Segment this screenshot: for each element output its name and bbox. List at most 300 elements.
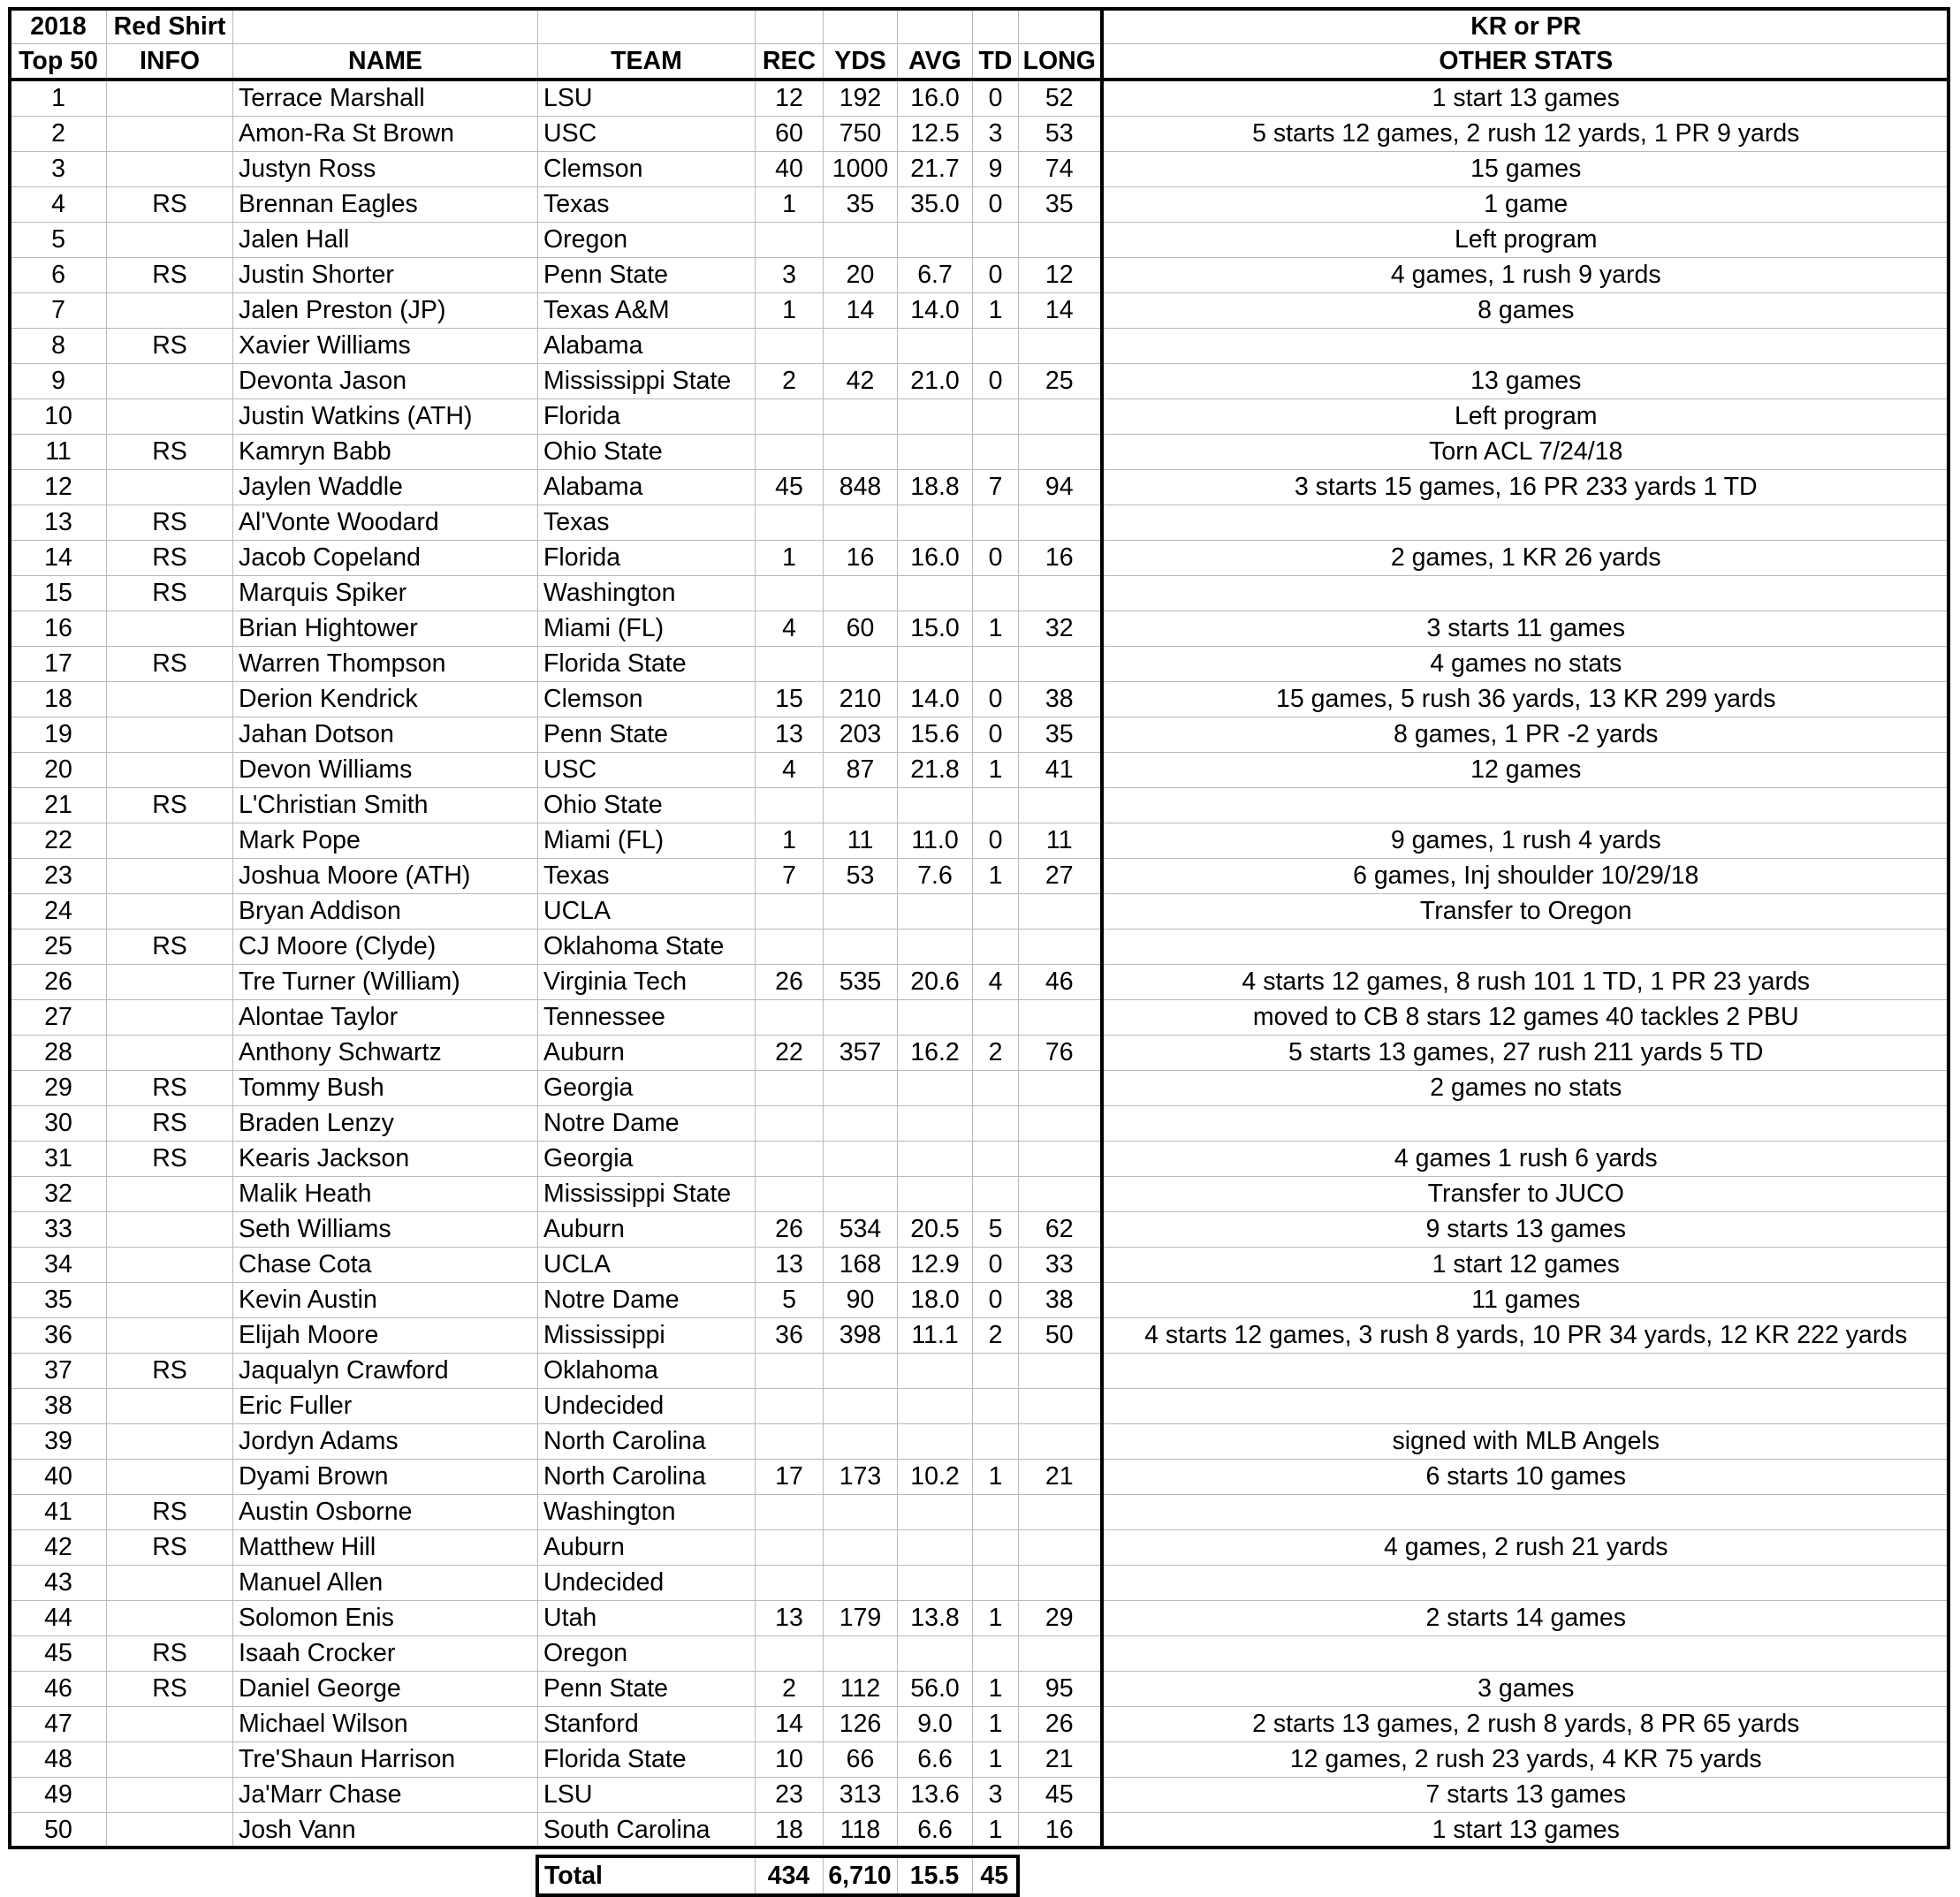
cell-rank: 32 bbox=[11, 1177, 107, 1212]
cell-info bbox=[107, 717, 233, 753]
cell-team: Penn State bbox=[538, 258, 756, 293]
table-row bbox=[11, 1495, 1949, 1530]
cell-long bbox=[1019, 576, 1102, 611]
cell-other-stats: 5 starts 13 games, 27 rush 211 yards 5 TD bbox=[1102, 1036, 1949, 1071]
cell-name: Jacob Copeland bbox=[233, 541, 538, 576]
cell-long: 45 bbox=[1019, 1778, 1102, 1813]
cell-yds: 313 bbox=[824, 1778, 898, 1813]
cell-name: Jalen Hall bbox=[233, 223, 538, 258]
cell-team: LSU bbox=[538, 80, 756, 117]
cell-rec bbox=[756, 930, 824, 965]
cell-long: 53 bbox=[1019, 117, 1102, 152]
cell-rank: 44 bbox=[11, 1601, 107, 1636]
cell-rank: 9 bbox=[11, 364, 107, 399]
cell-rec: 1 bbox=[756, 823, 824, 859]
cell-other-stats: 3 games bbox=[1102, 1672, 1949, 1707]
cell-info: RS bbox=[107, 187, 233, 223]
header-blank bbox=[898, 10, 973, 44]
header-redshirt: Red Shirt bbox=[107, 10, 233, 44]
cell-name: Solomon Enis bbox=[233, 1601, 538, 1636]
cell-yds bbox=[824, 576, 898, 611]
table-row bbox=[11, 682, 1949, 717]
cell-td: 0 bbox=[973, 364, 1019, 399]
total-yds: 6,710 bbox=[823, 1856, 897, 1895]
header-info: INFO bbox=[107, 44, 233, 80]
cell-rec: 13 bbox=[756, 717, 824, 753]
cell-other-stats: 12 games bbox=[1102, 753, 1949, 788]
cell-info bbox=[107, 894, 233, 930]
cell-info bbox=[107, 1212, 233, 1248]
cell-team: Ohio State bbox=[538, 435, 756, 470]
cell-td: 0 bbox=[973, 682, 1019, 717]
cell-avg: 21.8 bbox=[898, 753, 973, 788]
cell-rank: 48 bbox=[11, 1742, 107, 1778]
cell-other-stats: Torn ACL 7/24/18 bbox=[1102, 435, 1949, 470]
cell-name: Xavier Williams bbox=[233, 329, 538, 364]
cell-rec bbox=[756, 1424, 824, 1460]
table-row bbox=[11, 1636, 1949, 1672]
cell-rec bbox=[756, 576, 824, 611]
cell-avg: 6.6 bbox=[898, 1742, 973, 1778]
cell-long bbox=[1019, 1495, 1102, 1530]
cell-yds: 126 bbox=[824, 1707, 898, 1742]
cell-yds bbox=[824, 894, 898, 930]
cell-name: Dyami Brown bbox=[233, 1460, 538, 1495]
cell-info: RS bbox=[107, 1495, 233, 1530]
cell-rec: 14 bbox=[756, 1707, 824, 1742]
cell-long: 38 bbox=[1019, 1283, 1102, 1318]
cell-td: 9 bbox=[973, 152, 1019, 187]
cell-td: 0 bbox=[973, 80, 1019, 117]
cell-rank: 29 bbox=[11, 1071, 107, 1106]
cell-avg bbox=[898, 1142, 973, 1177]
cell-name: Mark Pope bbox=[233, 823, 538, 859]
cell-rec bbox=[756, 399, 824, 435]
cell-rec: 7 bbox=[756, 859, 824, 894]
table-row bbox=[11, 364, 1949, 399]
table-row bbox=[11, 1212, 1949, 1248]
cell-team: Texas bbox=[538, 505, 756, 541]
cell-info bbox=[107, 1036, 233, 1071]
cell-yds: 14 bbox=[824, 293, 898, 329]
cell-rec bbox=[756, 1354, 824, 1389]
cell-other-stats bbox=[1102, 1636, 1949, 1672]
cell-info bbox=[107, 1248, 233, 1283]
cell-long: 35 bbox=[1019, 187, 1102, 223]
cell-avg bbox=[898, 399, 973, 435]
cell-td: 3 bbox=[973, 1778, 1019, 1813]
table-row bbox=[11, 1071, 1949, 1106]
cell-info bbox=[107, 823, 233, 859]
table-row bbox=[11, 753, 1949, 788]
cell-td bbox=[973, 647, 1019, 682]
cell-td: 0 bbox=[973, 717, 1019, 753]
cell-rank: 45 bbox=[11, 1636, 107, 1672]
cell-yds: 90 bbox=[824, 1283, 898, 1318]
cell-long bbox=[1019, 1142, 1102, 1177]
cell-yds bbox=[824, 1106, 898, 1142]
cell-team: Alabama bbox=[538, 329, 756, 364]
cell-td: 1 bbox=[973, 293, 1019, 329]
cell-info bbox=[107, 682, 233, 717]
cell-long: 62 bbox=[1019, 1212, 1102, 1248]
cell-name: Anthony Schwartz bbox=[233, 1036, 538, 1071]
cell-team: Oklahoma State bbox=[538, 930, 756, 965]
table-row bbox=[11, 1530, 1949, 1566]
cell-other-stats: 4 games, 1 rush 9 yards bbox=[1102, 258, 1949, 293]
cell-other-stats bbox=[1102, 930, 1949, 965]
cell-name: L'Christian Smith bbox=[233, 788, 538, 823]
cell-td: 1 bbox=[973, 1813, 1019, 1848]
cell-rank: 26 bbox=[11, 965, 107, 1000]
cell-long: 27 bbox=[1019, 859, 1102, 894]
cell-long: 14 bbox=[1019, 293, 1102, 329]
cell-td: 0 bbox=[973, 1248, 1019, 1283]
cell-info bbox=[107, 1460, 233, 1495]
cell-rank: 39 bbox=[11, 1424, 107, 1460]
cell-rec: 4 bbox=[756, 611, 824, 647]
table-row bbox=[11, 1354, 1949, 1389]
cell-name: Justin Watkins (ATH) bbox=[233, 399, 538, 435]
cell-td: 0 bbox=[973, 1283, 1019, 1318]
cell-rank: 6 bbox=[11, 258, 107, 293]
cell-yds bbox=[824, 1354, 898, 1389]
cell-team: Mississippi State bbox=[538, 364, 756, 399]
cell-avg bbox=[898, 1071, 973, 1106]
cell-team: LSU bbox=[538, 1778, 756, 1813]
cell-avg bbox=[898, 1530, 973, 1566]
cell-long bbox=[1019, 930, 1102, 965]
cell-name: Marquis Spiker bbox=[233, 576, 538, 611]
cell-long: 16 bbox=[1019, 1813, 1102, 1848]
cell-avg bbox=[898, 505, 973, 541]
cell-yds bbox=[824, 788, 898, 823]
cell-team: Florida bbox=[538, 399, 756, 435]
cell-yds: 1000 bbox=[824, 152, 898, 187]
cell-rank: 20 bbox=[11, 753, 107, 788]
table-row bbox=[11, 1177, 1949, 1212]
cell-rec: 5 bbox=[756, 1283, 824, 1318]
cell-other-stats bbox=[1102, 1566, 1949, 1601]
cell-yds: 11 bbox=[824, 823, 898, 859]
total-row bbox=[536, 1855, 1020, 1897]
cell-team: Auburn bbox=[538, 1530, 756, 1566]
cell-avg: 15.6 bbox=[898, 717, 973, 753]
cell-rec: 60 bbox=[756, 117, 824, 152]
cell-name: Kamryn Babb bbox=[233, 435, 538, 470]
cell-rank: 4 bbox=[11, 187, 107, 223]
cell-td: 1 bbox=[973, 611, 1019, 647]
cell-long: 74 bbox=[1019, 152, 1102, 187]
cell-name: Seth Williams bbox=[233, 1212, 538, 1248]
total-avg: 15.5 bbox=[897, 1856, 972, 1895]
cell-rank: 16 bbox=[11, 611, 107, 647]
cell-avg bbox=[898, 329, 973, 364]
cell-rank: 15 bbox=[11, 576, 107, 611]
cell-yds: 398 bbox=[824, 1318, 898, 1354]
cell-info: RS bbox=[107, 541, 233, 576]
cell-other-stats: 7 starts 13 games bbox=[1102, 1778, 1949, 1813]
cell-name: Kevin Austin bbox=[233, 1283, 538, 1318]
cell-yds bbox=[824, 930, 898, 965]
cell-td: 3 bbox=[973, 117, 1019, 152]
cell-info bbox=[107, 1813, 233, 1848]
cell-rank: 5 bbox=[11, 223, 107, 258]
cell-td: 1 bbox=[973, 1707, 1019, 1742]
cell-team: North Carolina bbox=[538, 1424, 756, 1460]
cell-avg bbox=[898, 435, 973, 470]
cell-td: 4 bbox=[973, 965, 1019, 1000]
cell-name: Jaqualyn Crawford bbox=[233, 1354, 538, 1389]
cell-yds: 35 bbox=[824, 187, 898, 223]
cell-other-stats: 4 starts 12 games, 3 rush 8 yards, 10 PR 34 yards, 12 KR 222 yards bbox=[1102, 1318, 1949, 1354]
cell-avg: 14.0 bbox=[898, 682, 973, 717]
cell-long: 21 bbox=[1019, 1742, 1102, 1778]
cell-name: Devonta Jason bbox=[233, 364, 538, 399]
cell-avg bbox=[898, 1424, 973, 1460]
cell-other-stats: 1 game bbox=[1102, 187, 1949, 223]
stats-sheet bbox=[10, 9, 1949, 1848]
cell-td bbox=[973, 223, 1019, 258]
cell-other-stats: 13 games bbox=[1102, 364, 1949, 399]
cell-rank: 37 bbox=[11, 1354, 107, 1389]
table-row bbox=[11, 1601, 1949, 1636]
cell-rank: 10 bbox=[11, 399, 107, 435]
cell-td bbox=[973, 435, 1019, 470]
cell-rank: 23 bbox=[11, 859, 107, 894]
cell-name: Elijah Moore bbox=[233, 1318, 538, 1354]
cell-info bbox=[107, 1283, 233, 1318]
table-row bbox=[11, 399, 1949, 435]
cell-long bbox=[1019, 647, 1102, 682]
cell-rec: 13 bbox=[756, 1601, 824, 1636]
cell-avg: 16.2 bbox=[898, 1036, 973, 1071]
cell-info bbox=[107, 1318, 233, 1354]
cell-avg bbox=[898, 1636, 973, 1672]
cell-info: RS bbox=[107, 1071, 233, 1106]
header-yds: YDS bbox=[824, 44, 898, 80]
cell-avg: 12.5 bbox=[898, 117, 973, 152]
cell-rec: 22 bbox=[756, 1036, 824, 1071]
cell-td bbox=[973, 1071, 1019, 1106]
cell-avg bbox=[898, 1177, 973, 1212]
cell-name: Justin Shorter bbox=[233, 258, 538, 293]
cell-yds bbox=[824, 223, 898, 258]
cell-long: 41 bbox=[1019, 753, 1102, 788]
cell-rec bbox=[756, 435, 824, 470]
cell-td bbox=[973, 399, 1019, 435]
cell-other-stats bbox=[1102, 1354, 1949, 1389]
cell-name: Jordyn Adams bbox=[233, 1424, 538, 1460]
total-td: 45 bbox=[972, 1856, 1018, 1895]
cell-long: 52 bbox=[1019, 80, 1102, 117]
cell-rec bbox=[756, 223, 824, 258]
cell-other-stats: 15 games, 5 rush 36 yards, 13 KR 299 yards bbox=[1102, 682, 1949, 717]
cell-long: 95 bbox=[1019, 1672, 1102, 1707]
cell-td bbox=[973, 930, 1019, 965]
cell-name: Kearis Jackson bbox=[233, 1142, 538, 1177]
cell-long: 76 bbox=[1019, 1036, 1102, 1071]
table-body bbox=[11, 80, 1949, 1848]
cell-rank: 2 bbox=[11, 117, 107, 152]
cell-yds: 203 bbox=[824, 717, 898, 753]
cell-rec: 2 bbox=[756, 1672, 824, 1707]
cell-avg bbox=[898, 1495, 973, 1530]
cell-long: 11 bbox=[1019, 823, 1102, 859]
cell-other-stats: signed with MLB Angels bbox=[1102, 1424, 1949, 1460]
cell-name: Tommy Bush bbox=[233, 1071, 538, 1106]
cell-td bbox=[973, 1389, 1019, 1424]
cell-yds: 192 bbox=[824, 80, 898, 117]
cell-td bbox=[973, 1424, 1019, 1460]
cell-avg: 21.7 bbox=[898, 152, 973, 187]
cell-avg: 20.5 bbox=[898, 1212, 973, 1248]
cell-td: 1 bbox=[973, 1460, 1019, 1495]
header-blank bbox=[538, 10, 756, 44]
cell-yds: 20 bbox=[824, 258, 898, 293]
cell-long bbox=[1019, 1389, 1102, 1424]
cell-rank: 25 bbox=[11, 930, 107, 965]
cell-info bbox=[107, 1389, 233, 1424]
cell-rank: 47 bbox=[11, 1707, 107, 1742]
cell-rec bbox=[756, 1636, 824, 1672]
cell-avg: 14.0 bbox=[898, 293, 973, 329]
cell-avg bbox=[898, 788, 973, 823]
cell-team: Mississippi State bbox=[538, 1177, 756, 1212]
cell-rec bbox=[756, 1389, 824, 1424]
table-row bbox=[11, 470, 1949, 505]
cell-long bbox=[1019, 399, 1102, 435]
table-row bbox=[11, 894, 1949, 930]
cell-team: Miami (FL) bbox=[538, 611, 756, 647]
cell-info: RS bbox=[107, 1106, 233, 1142]
cell-other-stats: 1 start 12 games bbox=[1102, 1248, 1949, 1283]
cell-team: Stanford bbox=[538, 1707, 756, 1742]
cell-info bbox=[107, 293, 233, 329]
cell-info: RS bbox=[107, 505, 233, 541]
cell-rank: 11 bbox=[11, 435, 107, 470]
cell-rec: 1 bbox=[756, 293, 824, 329]
cell-rank: 46 bbox=[11, 1672, 107, 1707]
cell-name: Braden Lenzy bbox=[233, 1106, 538, 1142]
header-avg: AVG bbox=[898, 44, 973, 80]
cell-team: Texas A&M bbox=[538, 293, 756, 329]
cell-avg: 16.0 bbox=[898, 80, 973, 117]
cell-other-stats bbox=[1102, 576, 1949, 611]
cell-name: Bryan Addison bbox=[233, 894, 538, 930]
cell-name: Eric Fuller bbox=[233, 1389, 538, 1424]
cell-rank: 8 bbox=[11, 329, 107, 364]
cell-avg: 18.0 bbox=[898, 1283, 973, 1318]
cell-long: 21 bbox=[1019, 1460, 1102, 1495]
cell-other-stats: 4 games no stats bbox=[1102, 647, 1949, 682]
cell-other-stats: 12 games, 2 rush 23 yards, 4 KR 75 yards bbox=[1102, 1742, 1949, 1778]
cell-other-stats: Transfer to Oregon bbox=[1102, 894, 1949, 930]
cell-info bbox=[107, 80, 233, 117]
cell-info bbox=[107, 470, 233, 505]
cell-yds: 53 bbox=[824, 859, 898, 894]
header-kr-pr: KR or PR bbox=[1102, 10, 1949, 44]
cell-team: Penn State bbox=[538, 1672, 756, 1707]
cell-rank: 33 bbox=[11, 1212, 107, 1248]
cell-rank: 34 bbox=[11, 1248, 107, 1283]
cell-rec bbox=[756, 647, 824, 682]
cell-long: 94 bbox=[1019, 470, 1102, 505]
header-other-stats: OTHER STATS bbox=[1102, 44, 1949, 80]
cell-info: RS bbox=[107, 647, 233, 682]
cell-td: 1 bbox=[973, 753, 1019, 788]
cell-yds bbox=[824, 1636, 898, 1672]
cell-other-stats: 11 games bbox=[1102, 1283, 1949, 1318]
cell-rank: 3 bbox=[11, 152, 107, 187]
cell-info bbox=[107, 117, 233, 152]
cell-name: Jaylen Waddle bbox=[233, 470, 538, 505]
cell-avg bbox=[898, 930, 973, 965]
header-blank bbox=[756, 10, 824, 44]
cell-long bbox=[1019, 435, 1102, 470]
cell-yds: 118 bbox=[824, 1813, 898, 1848]
table-row bbox=[11, 930, 1949, 965]
table-row bbox=[11, 258, 1949, 293]
cell-rank: 7 bbox=[11, 293, 107, 329]
table-row bbox=[11, 293, 1949, 329]
cell-long bbox=[1019, 329, 1102, 364]
cell-avg: 10.2 bbox=[898, 1460, 973, 1495]
cell-other-stats bbox=[1102, 505, 1949, 541]
cell-long: 25 bbox=[1019, 364, 1102, 399]
table-row bbox=[11, 223, 1949, 258]
cell-avg: 9.0 bbox=[898, 1707, 973, 1742]
cell-avg bbox=[898, 223, 973, 258]
cell-long: 32 bbox=[1019, 611, 1102, 647]
receiver-stats-table bbox=[10, 9, 1949, 1848]
cell-name: Chase Cota bbox=[233, 1248, 538, 1283]
cell-long: 12 bbox=[1019, 258, 1102, 293]
cell-td: 7 bbox=[973, 470, 1019, 505]
cell-avg: 11.0 bbox=[898, 823, 973, 859]
table-row bbox=[11, 576, 1949, 611]
table-row bbox=[11, 647, 1949, 682]
cell-name: Michael Wilson bbox=[233, 1707, 538, 1742]
cell-team: Utah bbox=[538, 1601, 756, 1636]
cell-rank: 1 bbox=[11, 80, 107, 117]
cell-td: 0 bbox=[973, 823, 1019, 859]
cell-rec bbox=[756, 1106, 824, 1142]
cell-info: RS bbox=[107, 258, 233, 293]
cell-rank: 38 bbox=[11, 1389, 107, 1424]
table-row bbox=[11, 80, 1949, 117]
cell-name: Brian Hightower bbox=[233, 611, 538, 647]
cell-avg: 6.7 bbox=[898, 258, 973, 293]
cell-yds: 87 bbox=[824, 753, 898, 788]
cell-other-stats: 1 start 13 games bbox=[1102, 80, 1949, 117]
cell-td bbox=[973, 1354, 1019, 1389]
table-row bbox=[11, 1672, 1949, 1707]
cell-team: Florida bbox=[538, 541, 756, 576]
cell-rank: 50 bbox=[11, 1813, 107, 1848]
cell-td bbox=[973, 1177, 1019, 1212]
cell-yds bbox=[824, 399, 898, 435]
header-rank: Top 50 bbox=[11, 44, 107, 80]
cell-rec: 17 bbox=[756, 1460, 824, 1495]
cell-info bbox=[107, 1424, 233, 1460]
cell-td: 1 bbox=[973, 1601, 1019, 1636]
cell-td: 0 bbox=[973, 187, 1019, 223]
header-name: NAME bbox=[233, 44, 538, 80]
cell-long: 50 bbox=[1019, 1318, 1102, 1354]
cell-yds bbox=[824, 1000, 898, 1036]
cell-name: Derion Kendrick bbox=[233, 682, 538, 717]
